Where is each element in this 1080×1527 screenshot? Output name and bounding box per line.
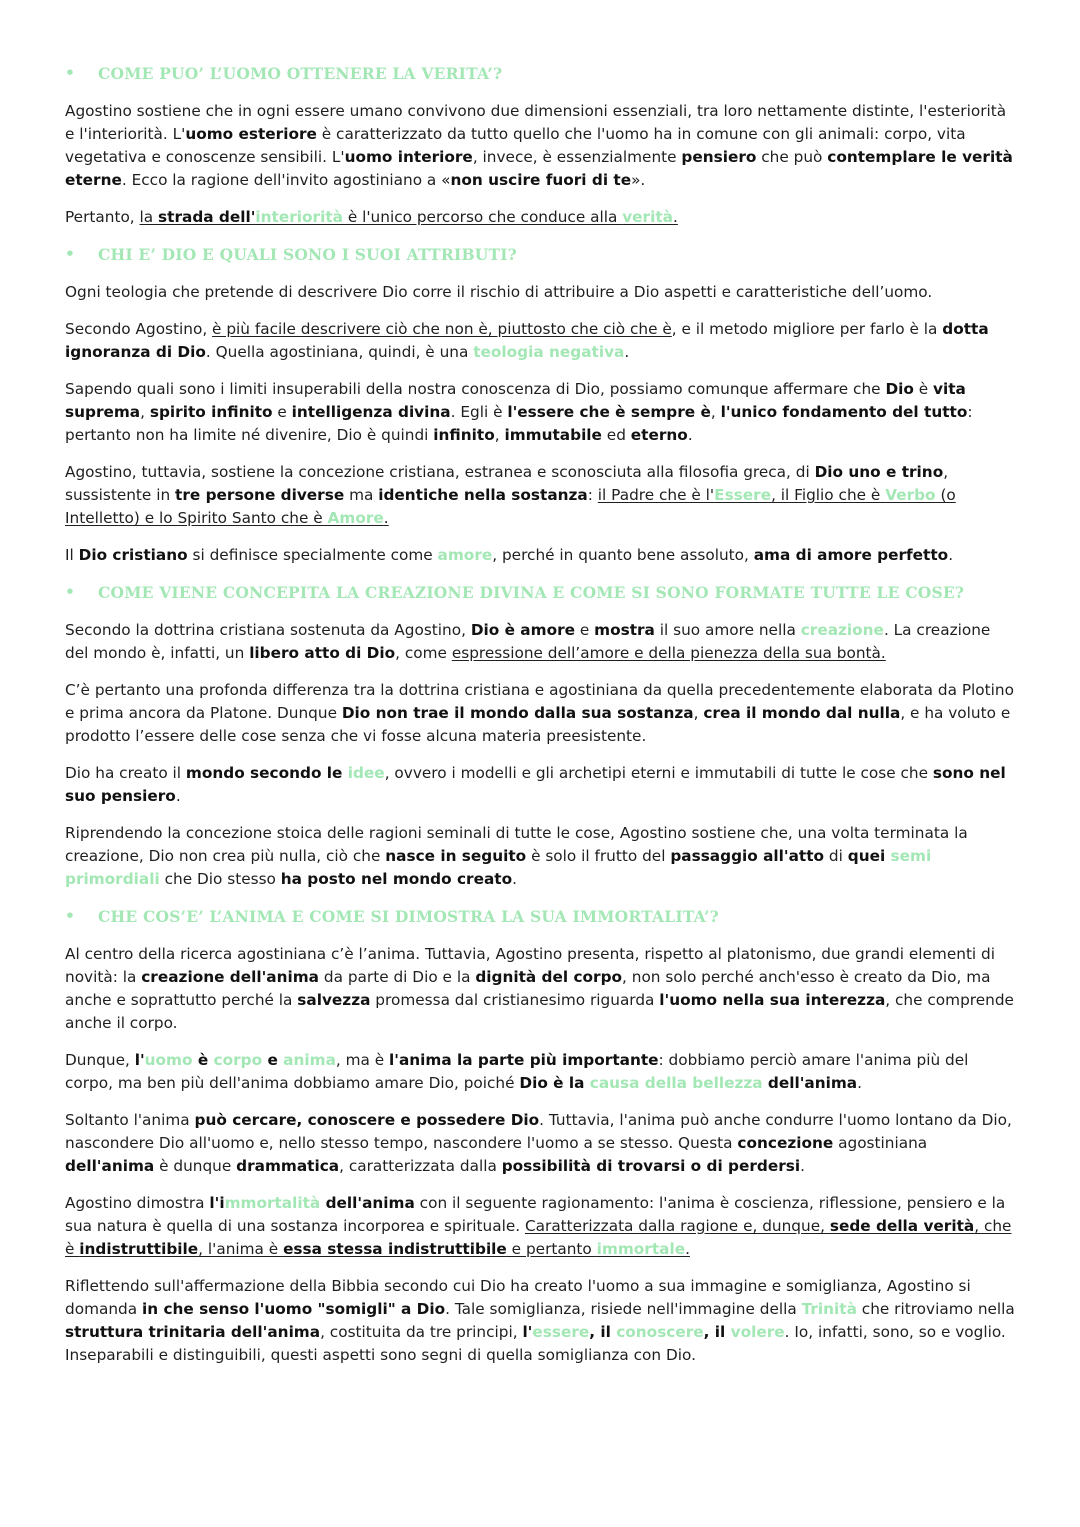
text: agostiniana (833, 1134, 928, 1152)
bold-text: , il (589, 1323, 617, 1341)
highlight-text: essere (532, 1323, 590, 1341)
highlight-text: verità (622, 208, 673, 226)
underlined-text (140, 208, 678, 226)
bold-text: vita suprema (65, 380, 966, 421)
text: Il (65, 546, 79, 564)
highlight-text: interiorità (255, 208, 343, 226)
text: . (512, 870, 517, 888)
text: , (140, 403, 150, 421)
bold-text: , il (703, 1323, 731, 1341)
bold-text: intelligenza divina (291, 403, 451, 421)
text: è dunque (154, 1157, 237, 1175)
bold-text: dell'anima (65, 1157, 155, 1175)
text: , non solo perché anch'esso è creato da Dio, ma anche e soprattutto perché la (65, 968, 991, 1009)
text: Caratterizzata dalla ragione e, dunque, (524, 1217, 830, 1235)
bold-text: dignità del corpo (475, 968, 623, 986)
bold-text: dell'anima (320, 1194, 415, 1212)
highlight-text: teologia negativa (473, 343, 625, 361)
bold-text: l'uomo nella sua interezza (659, 991, 886, 1009)
section-heading-verita (65, 62, 1015, 85)
paragraph (65, 1109, 1015, 1178)
text: . La creazione del mondo è, infatti, un (65, 621, 991, 662)
bullet-icon: • (65, 907, 76, 925)
text: Agostino sostiene che in ogni essere umano convivono due dimensioni essenziali, tra loro nettamente distinte, l'esteriorità e l'interiorità. L' (65, 102, 1007, 143)
text: Agostino, tuttavia, sostiene la concezione cristiana, estranea e sconosciuta alla filosofia greca, di (65, 463, 815, 481)
bold-text: strada dell' (158, 208, 256, 226)
text: si definisce specialmente come (187, 546, 438, 564)
bold-text: pensiero (681, 148, 757, 166)
paragraph (65, 679, 1015, 748)
text: promessa dal cristianesimo riguarda (370, 991, 660, 1009)
text: Soltanto l'anima (65, 1111, 195, 1129)
bold-text: mostra (594, 621, 655, 639)
bold-text: identiche nella sostanza (378, 486, 588, 504)
text: e (272, 403, 292, 421)
text: , che è (65, 1217, 1012, 1258)
bold-text: non uscire fuori di te (450, 171, 632, 189)
text: . (687, 426, 693, 444)
text: il suo amore nella (654, 621, 801, 639)
underlined-text: espressione dell’amore e della pienezza della sua bontà. (451, 644, 886, 662)
section-heading-dio (65, 243, 1015, 266)
text: è l'unico percorso che conduce alla (342, 208, 623, 226)
bold-text: sono nel suo pensiero (65, 764, 1006, 805)
highlight-text: Essere (714, 486, 772, 504)
heading-text: CHI E’ DIO E QUALI SONO I SUOI ATTRIBUTI? (98, 245, 517, 264)
text: . (857, 1074, 862, 1092)
text: C’è pertanto una profonda differenza tra la dottrina cristiana e agostiniana da quella precedentemente elaborata da Plotino e prima ancora da Platone. Dunque (65, 681, 1014, 722)
bold-text: struttura trinitaria dell'anima (65, 1323, 321, 1341)
bold-text: dotta ignoranza di Dio (65, 320, 989, 361)
text: . (624, 343, 630, 361)
bold-text: l' (134, 1051, 145, 1069)
text: , e il metodo migliore per farlo è la (671, 320, 943, 338)
paragraph (65, 100, 1015, 192)
bold-text: Dio uno e trino (814, 463, 944, 481)
heading-text: CHE COS’E’ L’ANIMA E COME SI DIMOSTRA LA SUA IMMORTALITA’? (98, 907, 719, 926)
text: Secondo Agostino, (65, 320, 213, 338)
document-page (65, 62, 1015, 1381)
bold-text: uomo interiore (344, 148, 473, 166)
text: , (494, 426, 505, 444)
bold-text: ama di amore perfetto (753, 546, 949, 564)
paragraph (65, 318, 1015, 364)
highlight-text: mmortalità (224, 1194, 321, 1212)
bold-text: l'unico fondamento del tutto (720, 403, 968, 421)
text: , il Figlio che è (771, 486, 886, 504)
text: e (575, 621, 595, 639)
bold-text: e (262, 1051, 284, 1069)
highlight-text: creazione (800, 621, 884, 639)
bold-text: passaggio all'atto (670, 847, 825, 865)
text: , caratterizzata dalla (339, 1157, 502, 1175)
bold-text: l'i (209, 1194, 225, 1212)
text: Riflettendo sull'affermazione della Bibbia secondo cui Dio ha creato l'uomo a sua immagine e somiglianza, Agostino si domanda (65, 1277, 971, 1318)
bold-text: spirito infinito (149, 403, 273, 421)
text: . Ecco la ragione dell'invito agostiniano a « (121, 171, 451, 189)
bold-text: Dio è la (519, 1074, 590, 1092)
highlight-text: corpo (213, 1051, 263, 1069)
bold-text: eterno (630, 426, 688, 444)
section-heading-anima (65, 905, 1015, 928)
bold-text: tre persone diverse (175, 486, 345, 504)
section-heading-creazione (65, 581, 1015, 604)
text: Riprendendo la concezione stoica delle ragioni seminali di tutte le cose, Agostino sostiene che, una volta terminata la creazione, Dio non crea più nulla, ciò che (65, 824, 968, 865)
text: è caratterizzato da tutto quello che l'uomo ha in comune con gli animali: corpo, vita vegetativa e conoscenze sensibili. L' (65, 125, 966, 166)
bold-text: immutabile (504, 426, 602, 444)
text: che Dio stesso (159, 870, 281, 888)
text: . (948, 546, 954, 564)
bold-text: contemplare le verità eterne (65, 148, 1013, 189)
text: . (175, 787, 181, 805)
text: , ovvero i modelli e gli archetipi eterni e immutabili di tutte le cose che (384, 764, 933, 782)
bullet-icon: • (65, 64, 76, 82)
bold-text: salvezza (297, 991, 371, 1009)
text: , invece, è essenzialmente (472, 148, 682, 166)
bold-text: l'essere che è sempre è (507, 403, 711, 421)
bold-text: Dio (885, 380, 914, 398)
bold-text: Dio cristiano (78, 546, 188, 564)
bold-text: l' (522, 1323, 533, 1341)
text: . Quella agostiniana, quindi, è una (205, 343, 474, 361)
bold-text: creazione dell'anima (141, 968, 320, 986)
paragraph (65, 1049, 1015, 1095)
bold-text: può cercare, conoscere e possedere Dio (194, 1111, 540, 1129)
paragraph (65, 1192, 1015, 1261)
bold-text: libero atto di Dio (249, 644, 396, 662)
text: : dobbiamo perciò amare l'anima più del corpo, ma ben più dell'anima dobbiamo amare Dio, poiché (65, 1051, 969, 1092)
text: Agostino dimostra (65, 1194, 210, 1212)
text: Al centro della ricerca agostiniana c’è l’anima. Tuttavia, Agostino presenta, rispetto al platonismo, due grandi elementi di novità: la (65, 945, 996, 986)
text: . Tuttavia, l'anima può anche condurre l'uomo lontano da Dio, nascondere Dio all'uomo e, nello stesso tempo, nascondere l'uomo a se stesso. Questa (65, 1111, 1012, 1152)
text: è solo il frutto del (526, 847, 671, 865)
bold-text: sede della verità (829, 1217, 975, 1235)
highlight-text: Verbo (885, 486, 936, 504)
bold-text: concezione (737, 1134, 834, 1152)
text: : (587, 486, 598, 504)
text: , e ha voluto e prodotto l’essere delle cose senza che vi fosse alcuna materia preesistente. (65, 704, 1011, 745)
highlight-text: semi primordiali (65, 847, 932, 888)
text: , (693, 704, 704, 722)
paragraph (65, 619, 1015, 665)
highlight-text: amore (437, 546, 493, 564)
text: Pertanto, (65, 208, 140, 226)
text: con il seguente ragionamento: l'anima è coscienza, riflessione, pensiero e la sua natura è quella di una sostanza incorporea e spirituale. (65, 1194, 1006, 1235)
text: . Io, infatti, sono, so e voglio. Inseparabili e distinguibili, questi aspetti sono segni di quella somiglianza con Dio. (65, 1323, 1006, 1364)
text: Sapendo quali sono i limiti insuperabili della nostra conoscenza di Dio, possiamo comunque affermare che (65, 380, 886, 398)
text: ». (631, 171, 646, 189)
paragraph (65, 544, 1015, 567)
text: , perché in quanto bene assoluto, (492, 546, 754, 564)
bullet-icon: • (65, 245, 76, 263)
text: . (685, 1240, 690, 1258)
text: ma (344, 486, 379, 504)
paragraph (65, 461, 1015, 530)
text: . Tale somiglianza, risiede nell'immagine della (445, 1300, 802, 1318)
highlight-text: Amore (327, 509, 384, 527)
paragraph (65, 762, 1015, 808)
bold-text: l'anima la parte più importante (389, 1051, 659, 1069)
bold-text: ha posto nel mondo creato (280, 870, 513, 888)
text: , che comprende anche il corpo. (65, 991, 1014, 1032)
text: (o Intelletto) e lo Spirito Santo che è (65, 486, 956, 527)
highlight-text: volere (730, 1323, 785, 1341)
bold-text: Dio non trae il mondo dalla sua sostanza (341, 704, 694, 722)
paragraph (65, 378, 1015, 447)
highlight-text: uomo (144, 1051, 193, 1069)
paragraph: Ogni teologia che pretende di descrivere Dio corre il rischio di attribuire a Dio aspetti e caratteristiche dell’uomo. (65, 283, 933, 301)
bold-text: è (192, 1051, 214, 1069)
highlight-text: idee (347, 764, 385, 782)
bold-text: essa stessa indistruttibile (283, 1240, 507, 1258)
bold-text: indistruttibile (79, 1240, 199, 1258)
bold-text: possibilità di trovarsi o di perdersi (501, 1157, 801, 1175)
bold-text: drammatica (236, 1157, 340, 1175)
bold-text: quei (847, 847, 891, 865)
paragraph (65, 822, 1015, 891)
heading-text: COME PUO’ L’UOMO OTTENERE LA VERITA’? (98, 64, 503, 83)
bold-text: Dio è amore (470, 621, 575, 639)
highlight-text: causa della bellezza (589, 1074, 763, 1092)
text: , ma è (335, 1051, 390, 1069)
paragraph (65, 206, 1015, 229)
text: . (800, 1157, 805, 1175)
text: . (383, 509, 389, 527)
text: , (710, 403, 721, 421)
text: è (913, 380, 934, 398)
text: che ritroviamo nella (856, 1300, 1015, 1318)
highlight-text: conoscere (616, 1323, 704, 1341)
bold-text: in che senso l'uomo "somigli" a Dio (142, 1300, 446, 1318)
text: , l'anima è (198, 1240, 284, 1258)
bold-text: nasce in seguito (385, 847, 527, 865)
bold-text: dell'anima (762, 1074, 858, 1092)
bullet-icon: • (65, 583, 76, 601)
text: la (139, 208, 159, 226)
text: Dunque, (65, 1051, 135, 1069)
bold-text: mondo secondo le (185, 764, 348, 782)
text: il Padre che è l' (597, 486, 715, 504)
text: che può (756, 148, 828, 166)
text: , come (395, 644, 452, 662)
text: , costituita da tre principi, (320, 1323, 523, 1341)
heading-text: COME VIENE CONCEPITA LA CREAZIONE DIVINA E COME SI SONO FORMATE TUTTE LE COSE? (98, 583, 965, 602)
paragraph (65, 1275, 1015, 1367)
highlight-text: Trinità (801, 1300, 857, 1318)
text: : pertanto non ha limite né divenire, Dio è quindi (65, 403, 973, 444)
text: da parte di Dio e la (319, 968, 476, 986)
highlight-text: immortale (596, 1240, 686, 1258)
bold-text: uomo esteriore (185, 125, 317, 143)
underlined-text: è più facile descrivere ciò che non è, piuttosto che ciò che è (212, 320, 672, 338)
text: di (824, 847, 848, 865)
text: , sussistente in (65, 463, 949, 504)
bold-text: crea il mondo dal nulla (703, 704, 901, 722)
text: . (672, 208, 678, 226)
bold-text: infinito (433, 426, 495, 444)
highlight-text: anima (283, 1051, 336, 1069)
text: Secondo la dottrina cristiana sostenuta da Agostino, (65, 621, 471, 639)
paragraph (65, 943, 1015, 1035)
text: e pertanto (506, 1240, 597, 1258)
text: ed (601, 426, 631, 444)
text: Dio ha creato il (65, 764, 186, 782)
text: . Egli è (450, 403, 508, 421)
